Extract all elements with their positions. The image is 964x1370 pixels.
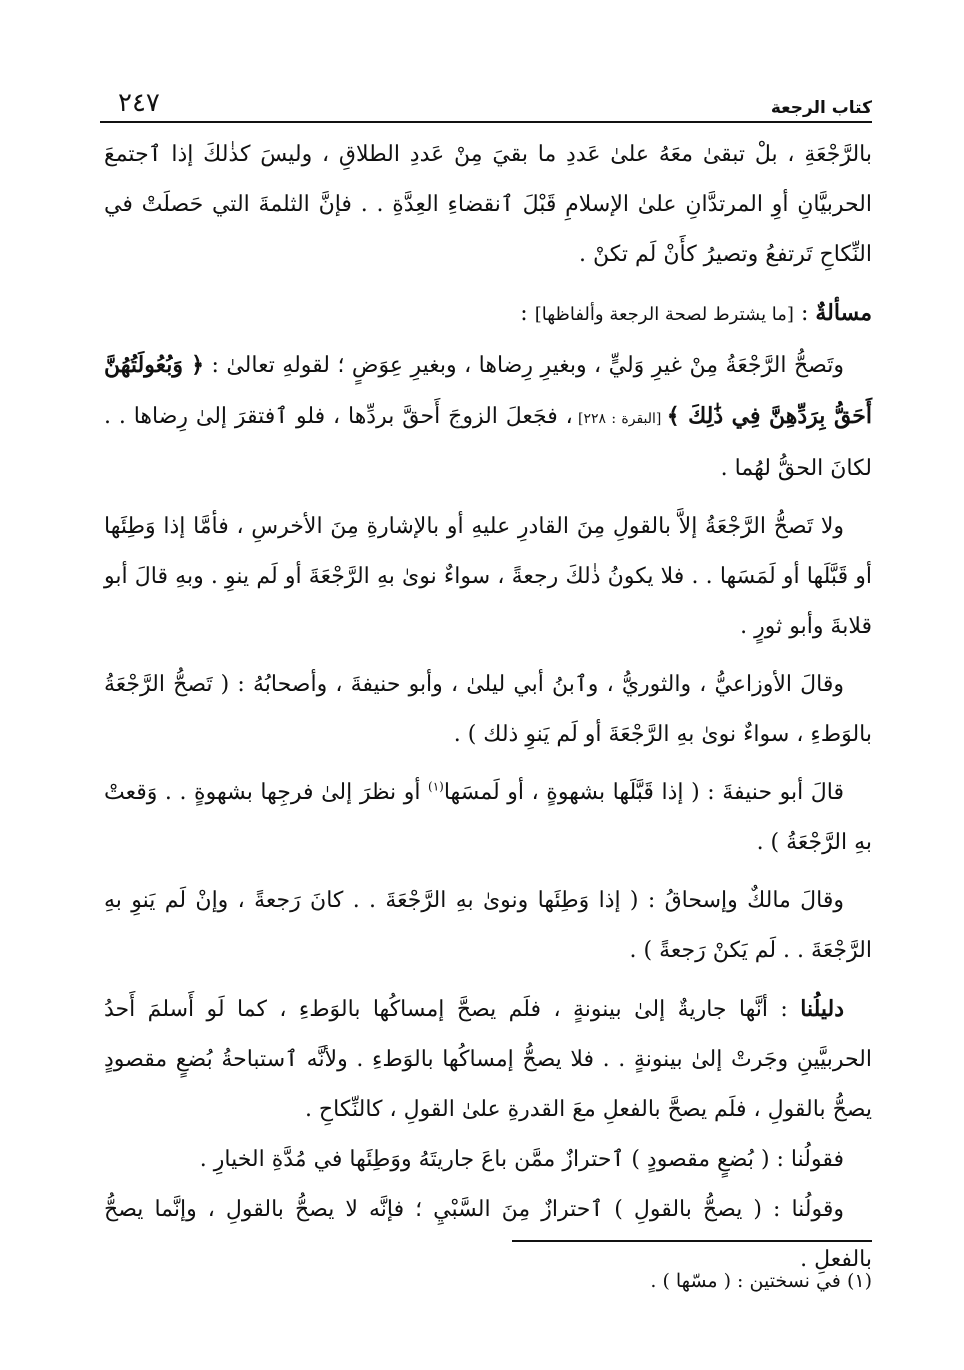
paragraph-1: بالرَّجْعَةِ ، بلْ تبقىٰ معَهُ علىٰ عَددِ ما بقيَ مِنْ عَددِ الطلاقِ ، وليسَ كذٰلكَ إذا ٱجتمعَ الحربيَّانِ أوِ المرتدَّانِ علىٰ الإسلامِ قَبْلَ ٱنقضاءِ العِدَّةِ . . فإنَّ الثلمةَ التي حَصلَتْ في النِّكاحِ تَرتفعُ وتصيرُ كأَنْ لَم تكنْ .	[104, 142, 872, 267]
footnote-rule	[512, 1240, 872, 1242]
page-header	[100, 78, 872, 118]
masala-title: [ما يشترط لصحة الرجعة وألفاظها]	[534, 304, 794, 325]
dalil-keyword: دليلُنا	[800, 996, 844, 1022]
paragraph-8: فقولُنا : ( بُضعٍ مقصودٍ ) ٱحترازٌ ممَّن باعَ جاريتَهُ ووَطِئَها في مُدَّةِ الخيارِ .	[199, 1147, 844, 1172]
footnote-number: (١)	[846, 1270, 872, 1292]
masala-heading	[104, 288, 872, 340]
paragraph-9: وقولُنا : ( يصحُّ بالقولِ ) ٱحترازٌ مِنَ السَّبْيِ ؛ فإنَّه لا يصحُّ بالقولِ ، وإنَّما يصحُّ بالفعلِ .	[104, 1197, 872, 1272]
paragraph-6: وقالَ مالكٌ وإسحاقُ : ( إذا وَطِئَها ونوىٰ بهِ الرَّجْعَةَ . . كانَ رَجعةً ، وإنْ لَم يَنوِ بهِ الرَّجْعَةَ . . لَم يَكنْ رَجعةً ) .	[104, 888, 872, 963]
quran-verse: ﴿ وَبُعُولَتُهُنَّ أَحَقُّ بِرَدِّهِنَّ فِي ذَٰلِكَ ﴾	[104, 352, 873, 429]
paragraph-7	[104, 984, 872, 1135]
masala-colon: :	[520, 301, 535, 326]
header-rule	[100, 121, 872, 123]
paragraph-7-text: : أنَّها جاريةٌ إلىٰ بينونةٍ ، فلَم يصحَّ إمساكُها بالوَطءِ ، كما لَو أَسلمَ أَحدُ الحربيَّينِ وجَرتْ إلىٰ بينونةٍ . . فلا يصحُّ إمساكُها بالوَطءِ . ولأنَّه ٱستباحةُ بُضعٍ مقصودٍ يصحُّ بالقولِ ، فلَم يصحَّ بالفعلِ معَ القدرةِ علىٰ القولِ ، كالنِّكاحِ .	[104, 997, 872, 1122]
paragraph-5	[104, 768, 872, 868]
running-title: كتاب الرجعة	[770, 98, 872, 118]
paragraph-2-start: وتَصحُّ الرَّجْعَةُ مِنْ غيرِ وَليٍّ ، وبغيرِ رِضاها ، وبغيرِ عِوَضٍ ؛ لقولهِ تعالىٰ :	[203, 353, 844, 378]
page-number: ٢٤٧	[118, 88, 160, 118]
paragraph-2	[104, 340, 872, 494]
paragraph-2-end: ، فجَعلَ الزوجَ أَحقَّ بردِّها ، فلو ٱفتقرَ إلىٰ رِضاها . . لكانَ الحقُّ لهُما .	[104, 404, 872, 481]
masala-separator: :	[793, 301, 816, 326]
paragraph-4: وقالَ الأوزاعيُّ ، والثوريُّ ، وٱبنُ أبي ليلىٰ ، وأبو حنيفةَ ، وأصحابُهُ : ( تَصحُّ الرَّجْعَةُ بالوَطءِ ، سواءٌ نوىٰ بهِ الرَّجْعَةَ أو لَم يَنوِ ذلك ) .	[104, 672, 872, 747]
footnote-text: في نسختين : ( مسّها ) .	[650, 1270, 841, 1292]
paragraph-3: ولا تَصحُّ الرَّجْعَةُ إلاَّ بالقولِ مِنَ القادرِ عليهِ أو بالإشارةِ مِنَ الأخرسِ ، فأمَّا إذا وَطِئَها أو قَبَّلَها أو لَمَسَها . . فلا يكونُ ذٰلكَ رجعةً ، سواءٌ نوىٰ بهِ الرَّجْعَةَ أو لَم ينوِ . وبهِ قالَ أبو قلابةَ وأبو ثورٍ .	[104, 514, 872, 639]
footnote	[104, 1270, 872, 1292]
paragraph-5-start: قالَ أبو حنيفةَ : ( إذا قَبَّلَها بشهوةٍ ، أو لَمسَها	[443, 780, 844, 805]
footnote-marker: (١)	[428, 779, 444, 794]
masala-keyword: مسألةٌ	[815, 300, 872, 326]
quran-reference: [البقرة : ٢٢٨]	[572, 411, 667, 427]
main-text	[104, 130, 872, 1285]
paragraph-5-end: أو نظرَ إلىٰ فرجِها بشهوةٍ . . وَقعتْ بهِ الرَّجْعَةُ ) .	[104, 780, 872, 855]
